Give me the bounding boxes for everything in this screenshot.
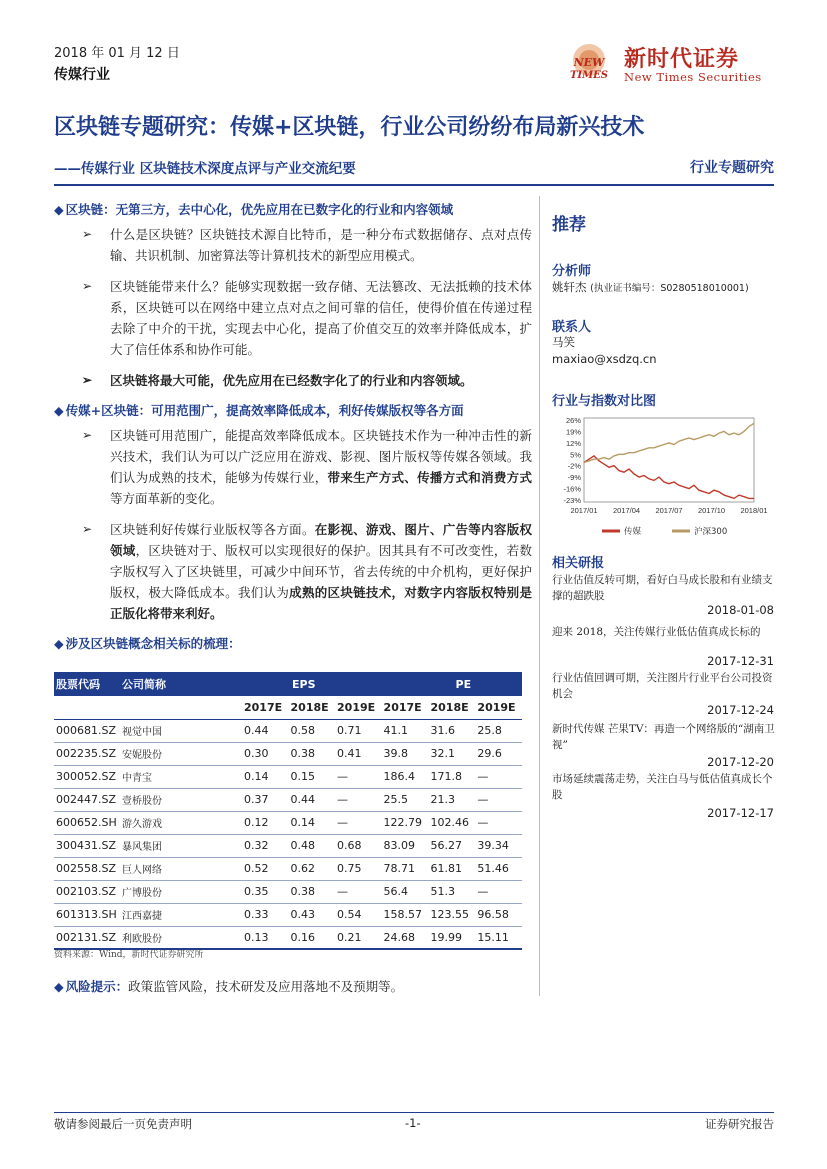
company-name: 安妮股份 (120, 742, 242, 765)
related-heading: 相关研报 (552, 556, 605, 571)
y-tick-label: 12% (565, 438, 581, 448)
stock-code: 002131.SZ (54, 926, 120, 949)
company-name: 视觉中国 (120, 719, 242, 742)
section1-heading: ◆ 区块链：无第三方，去中心化，优先应用在已数字化的行业和内容领域 (54, 202, 454, 217)
eps-value: 0.48 (289, 834, 336, 857)
year-header: 2017E (242, 696, 289, 719)
analyst-heading: 分析师 (552, 264, 592, 279)
eps-value: 0.71 (335, 719, 382, 742)
pe-value: 78.71 (382, 857, 429, 880)
arrow-bullet-icon: ➢ (82, 227, 93, 241)
company-logo (560, 40, 780, 86)
table-row (54, 880, 522, 903)
pe-value: 39.34 (475, 834, 522, 857)
footer-disclaimer: 敬请参阅最后一页免责声明 (54, 1117, 192, 1131)
pe-group-header: PE (382, 672, 522, 696)
eps-value: — (335, 788, 382, 811)
company-name: 巨人网络 (120, 857, 242, 880)
related-report-title[interactable]: 行业估值反转可期，看好白马成长股和有业绩支撑的超跌股 (552, 574, 773, 602)
x-tick-label: 2017/07 (655, 506, 683, 515)
table-row (54, 857, 522, 880)
eps-value: 0.44 (289, 788, 336, 811)
rating-label: 推荐 (552, 215, 586, 235)
stock-code: 600652.SH (54, 811, 120, 834)
pe-value: 56.4 (382, 880, 429, 903)
arrow-bullet-icon: ➢ (82, 522, 93, 536)
pe-value: 24.68 (382, 926, 429, 949)
header-divider (54, 184, 774, 186)
eps-value: 0.37 (242, 788, 289, 811)
logo-mark-icon (560, 40, 618, 86)
comparison-chart (552, 408, 782, 543)
eps-value: 0.38 (289, 880, 336, 903)
pe-value: 186.4 (382, 765, 429, 788)
year-header: 2019E (475, 696, 522, 719)
page-title: 区块链专题研究：传媒+区块链，行业公司纷纷布局新兴技术 (54, 115, 645, 140)
company-name: 广博股份 (120, 880, 242, 903)
pe-value: 122.79 (382, 811, 429, 834)
related-report-title[interactable]: 新时代传媒 芒果TV：再造一个网络版的“湖南卫视” (552, 723, 775, 751)
eps-value: 0.30 (242, 742, 289, 765)
chart-svg (552, 408, 782, 543)
pe-value: 171.8 (428, 765, 475, 788)
bullet-item: ➢ 区块链能带来什么？能够实现数据一致存储、无法篡改、无法抵赖的技术体系，区块链可以在网络中建立点对点之间可靠的信任，使得价值在传递过程去除了中介的干扰，实现去中心化，提高了价值交互的效率并降低成本，扩大了信任体系和协作可能。 (54, 276, 532, 360)
stock-code: 300431.SZ (54, 834, 120, 857)
analyst-cert: (执业证书编号：S0280518010001) (590, 283, 749, 294)
eps-value: 0.14 (242, 765, 289, 788)
stock-code: 300052.SZ (54, 765, 120, 788)
pe-value: 61.81 (428, 857, 475, 880)
eps-value: 0.75 (335, 857, 382, 880)
report-date: 2018 年 01 月 12 日 (54, 46, 180, 61)
eps-value: 0.62 (289, 857, 336, 880)
table-row (54, 926, 522, 949)
related-report-date: 2017-12-20 (707, 755, 774, 769)
related-report-title[interactable]: 行业估值回调可期，关注图片行业平台公司投资机会 (552, 672, 773, 700)
arrow-bullet-icon: ➢ (82, 373, 93, 387)
page-number: -1- (405, 1116, 421, 1130)
y-tick-label: -9% (567, 473, 581, 483)
pe-value: 41.1 (382, 719, 429, 742)
footer-report-type: 证券研究报告 (705, 1117, 774, 1131)
legend-label: 传媒 (624, 527, 642, 537)
pe-value: 123.55 (428, 903, 475, 926)
pe-value: — (475, 765, 522, 788)
legend-label: 沪深300 (694, 527, 728, 537)
related-report-title[interactable]: 市场延续震荡走势，关注白马与低估值真成长个股 (552, 773, 773, 801)
y-tick-label: -2% (567, 461, 581, 471)
eps-value: 0.38 (289, 742, 336, 765)
related-report-date: 2018-01-08 (707, 603, 774, 617)
table-row (54, 742, 522, 765)
pe-value: 21.3 (428, 788, 475, 811)
footer-divider (54, 1112, 774, 1113)
eps-value: 0.13 (242, 926, 289, 949)
company-name: 暴风集团 (120, 834, 242, 857)
logo-english-name: New Times Securities (624, 70, 762, 84)
eps-value: 0.43 (289, 903, 336, 926)
y-tick-label: 19% (565, 427, 581, 437)
bullet-item: ➢ 什么是区块链？区块链技术源自比特币，是一种分布式数据储存、点对点传输、共识机制、加密算法等计算机技术的新型应用模式。 (54, 224, 532, 266)
x-tick-label: 2017/01 (570, 506, 598, 515)
pe-value: 56.27 (428, 834, 475, 857)
eps-value: — (335, 765, 382, 788)
x-tick-label: 2017/04 (612, 506, 641, 515)
company-name: 利欧股份 (120, 926, 242, 949)
pe-value: 29.6 (475, 742, 522, 765)
pe-value: 158.57 (382, 903, 429, 926)
year-header: 2018E (289, 696, 336, 719)
pe-value: 25.5 (382, 788, 429, 811)
diamond-bullet-icon: ◆ (54, 202, 64, 217)
stock-code: 002103.SZ (54, 880, 120, 903)
pe-value: 51.46 (475, 857, 522, 880)
series-line-media (584, 456, 754, 499)
section3-heading: ◆ 涉及区块链概念相关标的梳理： (54, 636, 241, 651)
chart-frame (584, 418, 754, 502)
x-tick-label: 2017/10 (697, 506, 726, 515)
eps-value: 0.54 (335, 903, 382, 926)
section2-heading: ◆ 传媒+区块链：可用范围广，提高效率降低成本，利好传媒版权等各方面 (54, 403, 464, 418)
pe-value: — (475, 811, 522, 834)
eps-value: 0.12 (242, 811, 289, 834)
chart-heading: 行业与指数对比图 (552, 394, 657, 409)
year-header: 2017E (382, 696, 429, 719)
contact-heading: 联系人 (552, 320, 592, 335)
related-report-date: 2017-12-17 (707, 806, 774, 820)
eps-value: 0.41 (335, 742, 382, 765)
stock-code: 601313.SH (54, 903, 120, 926)
table-row (54, 903, 522, 926)
eps-value: 0.32 (242, 834, 289, 857)
eps-value: 0.44 (242, 719, 289, 742)
pe-value: 102.46 (428, 811, 475, 834)
eps-value: 0.16 (289, 926, 336, 949)
valuation-table (54, 672, 522, 950)
table-row (54, 788, 522, 811)
pe-value: — (475, 788, 522, 811)
pe-value: 51.3 (428, 880, 475, 903)
year-header: 2018E (428, 696, 475, 719)
pe-value: 96.58 (475, 903, 522, 926)
logo-mark-top: NEW (573, 56, 605, 69)
series-line-csi300 (584, 423, 754, 462)
risk-warning: ◆ 风险提示：政策监管风险，技术研发及应用落地不及预期等。 (54, 979, 404, 994)
logo-chinese-name: 新时代证券 (624, 46, 740, 72)
y-tick-label: -23% (563, 496, 581, 505)
eps-value: 0.33 (242, 903, 289, 926)
y-tick-label: -16% (563, 484, 581, 494)
page-subtitle: ——传媒行业 区块链技术深度点评与产业交流纪要 (54, 161, 356, 177)
analyst-name: 姚轩杰 (552, 280, 587, 294)
eps-value: 0.58 (289, 719, 336, 742)
table-row (54, 834, 522, 857)
bullet-item: ➢ 区块链利好传媒行业版权等各方面。在影视、游戏、图片、广告等内容版权领域，区块链对于、版权可以实现很好的保护。因其具有不可改变性，若数字版权写入了区块链里，可减少中间环节，省去传统的中介机构，更好保护版权，极大降低成本。我们认为成熟的区块链技术，对数字内容版权特别是正版化将带来利好。 (54, 519, 532, 624)
eps-value: 0.14 (289, 811, 336, 834)
eps-group-header: EPS (242, 672, 382, 696)
main-content (54, 200, 532, 658)
eps-value: 0.68 (335, 834, 382, 857)
logo-mark-bottom: TIMES (569, 70, 609, 81)
bullet-item: ➢ 区块链可用范围广，能提高效率降低成本。区块链技术作为一种冲击性的新兴技术，我们认为可以广泛应用在游戏、影视、图片版权等传媒各领域。我们认为成熟的技术，能够为传媒行业，带来生产方式、传播方式和消费方式等方面革新的变化。 (54, 425, 532, 509)
related-report-date: 2017-12-31 (707, 654, 774, 668)
pe-value: 25.8 (475, 719, 522, 742)
bullet-item: ➢ 区块链将最大可能，优先应用在已经数字化了的行业和内容领域。 (54, 370, 532, 391)
company-name: 江西嘉捷 (120, 903, 242, 926)
stock-code: 002558.SZ (54, 857, 120, 880)
pe-value: 32.1 (428, 742, 475, 765)
column-divider (539, 196, 540, 996)
pe-value: 15.11 (475, 926, 522, 949)
year-header: 2019E (335, 696, 382, 719)
stock-code: 000681.SZ (54, 719, 120, 742)
table-row (54, 811, 522, 834)
eps-value: 0.15 (289, 765, 336, 788)
pe-value: 39.8 (382, 742, 429, 765)
contact-name: 马笑 (552, 335, 575, 349)
diamond-bullet-icon: ◆ (54, 636, 64, 651)
x-tick-label: 2018/01 (740, 506, 768, 515)
table-source: 资料来源：Wind，新时代证券研究所 (54, 950, 204, 960)
company-name: 壹桥股份 (120, 788, 242, 811)
diamond-bullet-icon: ◆ (54, 403, 64, 418)
diamond-bullet-icon: ◆ (54, 979, 64, 994)
pe-value: 31.6 (428, 719, 475, 742)
eps-value: 0.52 (242, 857, 289, 880)
table-row (54, 765, 522, 788)
col-code-header: 股票代码 (54, 672, 120, 696)
pe-value: 83.09 (382, 834, 429, 857)
industry-label: 传媒行业 (54, 67, 110, 83)
eps-value: 0.21 (335, 926, 382, 949)
arrow-bullet-icon: ➢ (82, 279, 93, 293)
arrow-bullet-icon: ➢ (82, 428, 93, 442)
stock-code: 002447.SZ (54, 788, 120, 811)
col-name-header: 公司简称 (120, 672, 242, 696)
company-name: 中青宝 (120, 765, 242, 788)
y-tick-label: 5% (570, 450, 581, 460)
table-row (54, 719, 522, 742)
contact-email[interactable]: maxiao@xsdzq.cn (552, 352, 657, 366)
y-tick-label: 26% (565, 416, 581, 425)
eps-value: 0.35 (242, 880, 289, 903)
related-report-title[interactable]: 迎来 2018，关注传媒行业低估值真成长标的 (552, 626, 761, 638)
pe-value: — (475, 880, 522, 903)
eps-value: — (335, 811, 382, 834)
company-name: 游久游戏 (120, 811, 242, 834)
stock-code: 002235.SZ (54, 742, 120, 765)
pe-value: 19.99 (428, 926, 475, 949)
analyst-info (552, 279, 777, 295)
eps-value: — (335, 880, 382, 903)
report-type: 行业专题研究 (690, 160, 774, 176)
related-report-date: 2017-12-24 (707, 703, 774, 717)
